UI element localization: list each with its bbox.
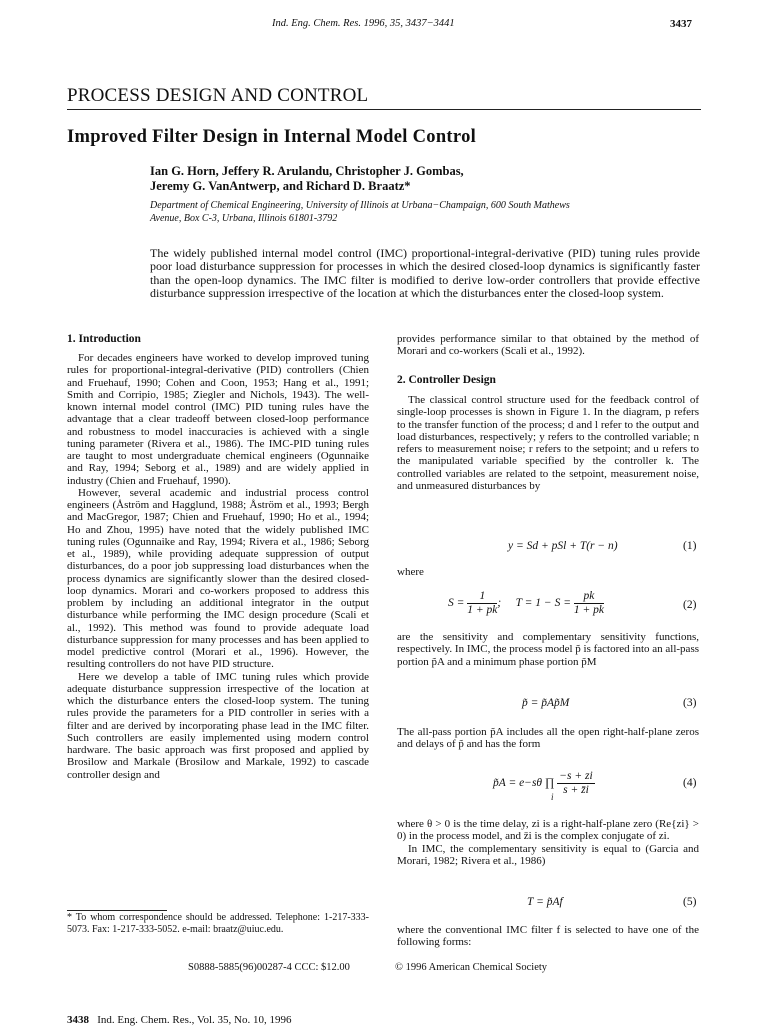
article-title: Improved Filter Design in Internal Model Control: [67, 127, 477, 147]
footnote-rule: [67, 910, 167, 911]
sensitivity-paragraph: [397, 631, 699, 668]
next-page-journal: Ind. Eng. Chem. Res., Vol. 35, No. 10, 1996: [97, 1014, 292, 1026]
equation-1-number: (1): [683, 540, 697, 552]
where-1-text: where: [397, 566, 424, 578]
next-page-number: 3438: [67, 1014, 89, 1026]
equation-1: y = Sd + pSl + T(r − n): [508, 540, 618, 552]
left-column: [67, 352, 369, 781]
filter-paragraph: [397, 924, 699, 949]
eq2-s-lhs: S =: [448, 597, 465, 610]
section-1-heading: 1. Introduction: [67, 333, 141, 345]
copyright: © 1996 American Chemical Society: [395, 962, 548, 973]
eq2-denominator-1: 1 + pk: [467, 604, 498, 616]
article-code: S0888-5885(96)00287-4 CCC: $12.00: [188, 962, 350, 973]
authors: [150, 164, 710, 194]
eq4-fraction: [557, 770, 594, 797]
eq2-fraction-2: [574, 590, 604, 617]
eq4-numerator: −s + zi: [559, 770, 593, 782]
eq2-numerator-1: 1: [467, 590, 497, 604]
where-1: [397, 566, 699, 578]
journal-citation: Ind. Eng. Chem. Res. 1996, 35, 3437−3441: [272, 18, 455, 29]
eq4-denominator: s + z̄i: [563, 784, 589, 796]
equation-2-number: (2): [683, 599, 697, 611]
page-number: 3437: [670, 18, 692, 30]
para-6-text: where the conventional IMC filter f is selected to have one of the following forms:: [397, 924, 699, 949]
eq2-fraction-1: [467, 590, 497, 617]
equation-5-number: (5): [683, 896, 697, 908]
eq4-product-index: i: [551, 792, 554, 802]
para-4-text: where θ > 0 is the time delay, zi is a right-half-plane zero (Re{zi} > 0) in the process model, and z̄i is the complex conjugate of zi.: [397, 818, 699, 843]
intro-paragraph-3: Here we develop a table of IMC tuning rules which provide adequate disturbance suppression irrespective of the location at which the disturbance enters the closed-loop system. The tuning rules provide the parameters for a PID controller in series with a filter and are derived by incorporating phase lead in the IMC filter. Such controllers are easily implemented using modern control hardware. The basic approach was first proposed and applied by Brosilow and Markale (Brosilow and Markale, 1992) to cascade controller design and: [67, 670, 369, 781]
eq2-numerator-2: pk: [574, 590, 604, 604]
all-pass-paragraph: [397, 726, 699, 751]
affiliation-line-1: Department of Chemical Engineering, University of Illinois at Urbana−Champaign, 600 South Mathews: [150, 200, 570, 211]
next-page-header: [67, 1014, 292, 1026]
abstract: The widely published internal model control (IMC) proportional-integral-derivative (PID) tuning rules provide poor load disturbance suppression for processes in which the desired closed-loop dynamics is significantly faster than the open-loop dynamics. The IMC filter is modified to derive low-order controllers that provide effective disturbance suppression irrespective of the location at which the disturbances enter the closed-loop system.: [150, 246, 700, 300]
equation-3-number: (3): [683, 697, 697, 709]
right-column-continuation: [397, 333, 699, 358]
equation-2: S = $\frac{1}{1 + pk}$ ; T = 1 − S = $\frac{pk}{1 + pk}$: [448, 590, 604, 616]
time-delay-paragraph: [397, 818, 699, 867]
equation-3: p̃ = p̃Ap̃M: [522, 697, 570, 709]
intro-paragraph-1: For decades engineers have worked to develop improved tuning rules for proportional-integral-derivative (PID) controllers (Chien and Fruehauf, 1990; Cohen and Coon, 1953; Hang et al., 1991; Smith and Corripio, 1985; Ziegler and Nichols, 1943). The well-known internal model control (IMC) PID tuning rules have the advantage that a clear tradeoff between closed-loop performance and robustness to model inaccuracies is achieved with a single tuning parameter (Rivera et al., 1986). The IMC-PID tuning rules are taught to most undergraduate chemical engineers (Ogunnaike and Ray, 1994; Seborg et al., 1989) and are widely applied in industry (Chien and Fruehauf, 1990).: [67, 352, 369, 487]
eq2-t-lhs: T = 1 − S =: [515, 597, 571, 610]
controller-design-paragraph-1: [397, 394, 699, 492]
para-2-text: are the sensitivity and complementary sensitivity functions, respectively. In IMC, the process model p̃ is factored into an all-pass portion p̃A and a minimum phase portion p̃M: [397, 631, 700, 668]
para-5-text: In IMC, the complementary sensitivity is equal to (Garcia and Morari, 1982; Rivera et al., 1986): [397, 842, 699, 867]
section-2-heading: 2. Controller Design: [397, 374, 496, 386]
footnote: * To whom correspondence should be addressed. Telephone: 1-217-333-5073. Fax: 1-217-333-5052. e-mail: braatz@uiuc.edu.: [67, 912, 369, 935]
authors-line-1: Ian G. Horn, Jeffery R. Arulandu, Christopher J. Gombas,: [150, 164, 464, 178]
continuation-paragraph: provides performance similar to that obtained by the method of Morari and co-workers (Scali et al., 1992).: [397, 333, 699, 358]
affiliation: [150, 199, 695, 225]
equation-4-number: (4): [683, 777, 697, 789]
eq2-denominator-2: 1 + pk: [573, 604, 604, 616]
equation-4: [493, 770, 595, 797]
eq4-lhs: p̃A = e−sθ ∏: [493, 777, 555, 790]
section-rule: [67, 109, 701, 110]
para-1-text: The classical control structure used for the feedback control of single-loop processes is shown in Figure 1. In the diagram, p refers to the transfer function of the process; d and l refer to the output and load disturbances, respectively; y refers to the controlled variable; n refers to measurement noise; r refers to the setpoint; and u refers to the manipulated variable specified by the controller k. The controlled variables are related to the setpoint, measurement noise, and unmeasured disturbances by: [397, 394, 699, 492]
section-title: PROCESS DESIGN AND CONTROL: [67, 85, 369, 106]
affiliation-line-2: Avenue, Box C-3, Urbana, Illinois 61801-3792: [150, 213, 338, 224]
intro-paragraph-2: However, several academic and industrial process control engineers (Åström and Hagglund, 1988; Åström et al., 1993; Bergh and MacGregor, 1987; Chien and Fruehauf, 1990; Ho et al., 1994; Ho and Zhou, 1995) have noted that the widely published IMC tuning rules (Ogunnaike and Ray, 1994; Rivera et al., 1986; Seborg et al., 1989), while providing adequate suppression of output disturbances, do a poor job suppressing load disturbances when the process dynamics are significantly slower than the desired closed-loop dynamics. Morari and co-workers proposed to address this problem by including an additional integrator in the output disturbance while performing the IMC design procedure (Scali et al., 1992). This method was found to provide adequate load disturbance suppression for many processes and has been applied to model predictive control (Morari et al., 1996). However, the resulting controllers do not have PID structure.: [67, 486, 369, 671]
para-3-text: The all-pass portion p̃A includes all the open right-half-plane zeros and delays of p̃ and has the form: [397, 726, 699, 751]
equation-5: T = p̃Af: [527, 896, 563, 908]
authors-line-2: Jeremy G. VanAntwerp, and Richard D. Braatz*: [150, 179, 411, 193]
